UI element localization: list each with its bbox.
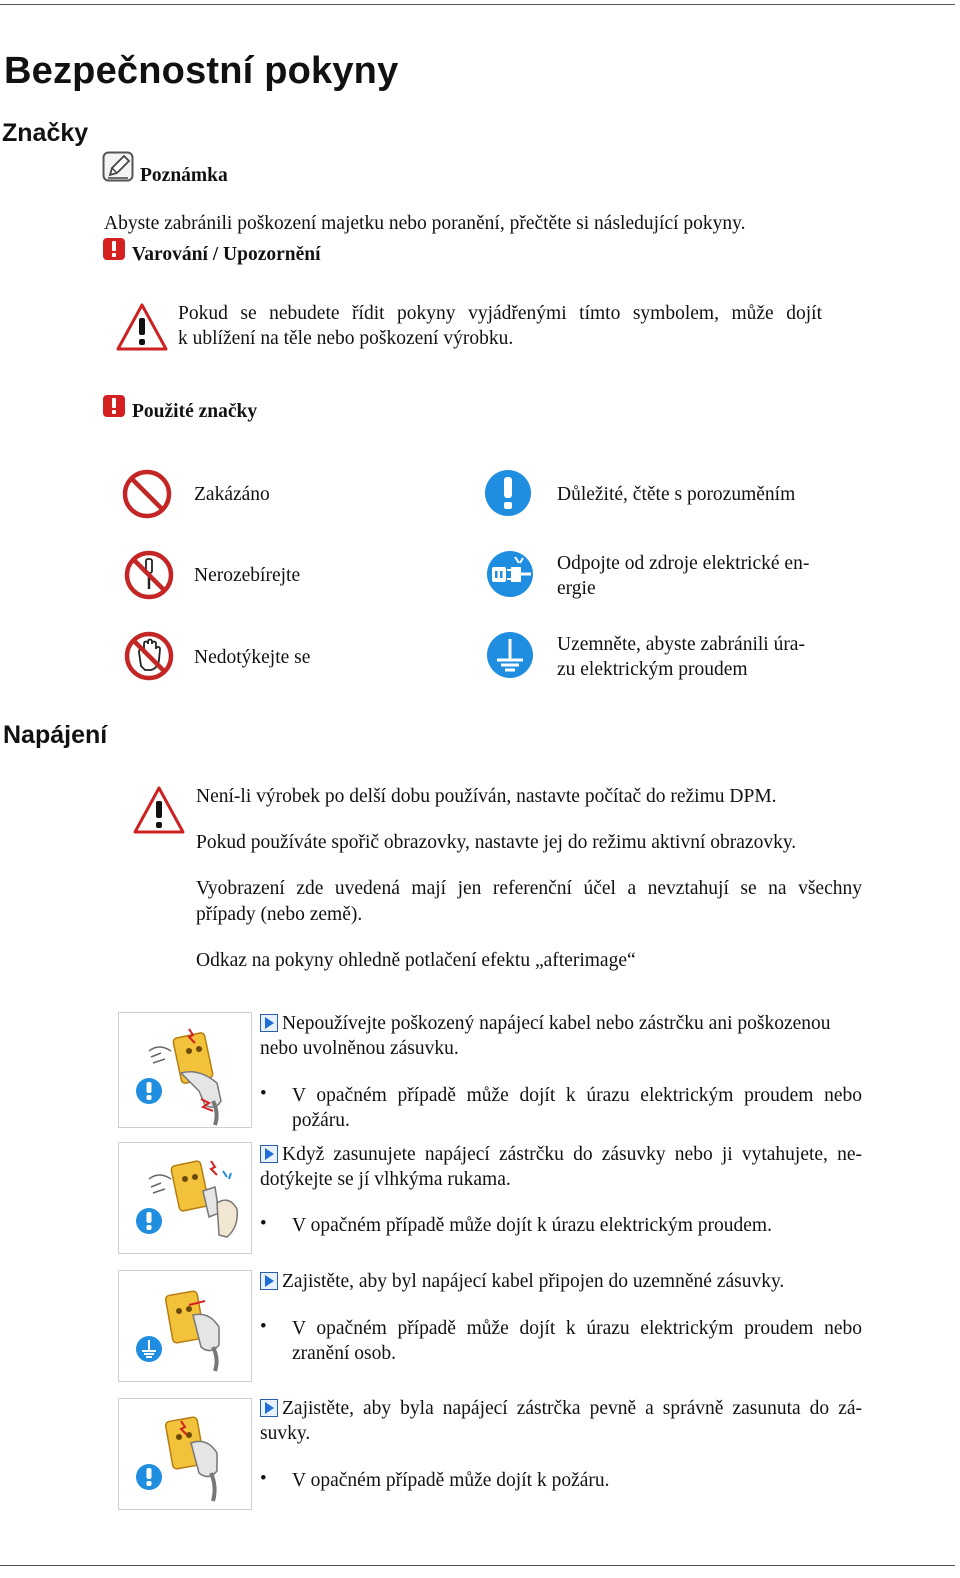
caution-triangle-icon (116, 302, 168, 352)
item-3-bullet-line2: zranění osob. (292, 1343, 396, 1364)
bullet-dot: • (260, 1468, 267, 1489)
item-1-bullet-line2: požáru. (292, 1110, 350, 1131)
note-label: Poznámka (140, 165, 228, 186)
note-icon (102, 151, 136, 183)
caution-triangle-icon (133, 785, 185, 835)
item-2-line2: dotýkejte se jí vlhkýma rukama. (260, 1169, 511, 1190)
item-4-bullet-line1: V opačném případě může dojít k požáru. (292, 1470, 610, 1491)
napajeni-note-3-line1: Vyobrazení zde uvedená mají jen referenční účel a nevztahují se na všechny (196, 878, 862, 899)
item-1-line2: nebo uvolněnou zásuvku. (260, 1038, 459, 1059)
item-2-line1: Když zasunujete napájecí zástrčku do zásuvky nebo ji vytahujete, ne- (282, 1144, 862, 1165)
warning-text-line2: k ublížení na těle nebo poškození výrobku. (178, 328, 514, 349)
illustration-wet-hands (118, 1142, 252, 1254)
section-heading-napajeni: Napájení (3, 721, 108, 749)
warning-badge-icon (102, 237, 126, 261)
symbol-label-important: Důležité, čtěte s porozuměním (557, 484, 796, 505)
illustration-grounded-outlet (118, 1270, 252, 1382)
symbol-label-unplug-line2: ergie (557, 578, 596, 599)
section-heading-znacky: Značky (2, 119, 89, 147)
bottom-rule (0, 1565, 955, 1566)
arrow-bullet-icon (260, 1399, 278, 1417)
item-3-line1: Zajistěte, aby byl napájecí kabel připojen do uzemněné zásuvky. (282, 1271, 785, 1292)
symbol-label-prohibited: Zakázáno (194, 484, 270, 505)
arrow-bullet-icon (260, 1014, 278, 1032)
bullet-dot: • (260, 1316, 267, 1337)
no-touch-icon (123, 630, 175, 682)
arrow-bullet-icon (260, 1272, 278, 1290)
item-4-line1: Zajistěte, aby byla napájecí zástrčka pevně a správně zasunuta do zá- (282, 1398, 862, 1419)
napajeni-note-2: Pokud používáte spořič obrazovky, nastavte jej do režimu aktivní obrazovky. (196, 832, 797, 853)
arrow-bullet-icon (260, 1145, 278, 1163)
symbol-label-no-disassemble: Nerozebírejte (194, 565, 301, 586)
warning-label: Varování / Upozornění (132, 244, 321, 265)
symbol-label-unplug-line1: Odpojte od zdroje elektrické en- (557, 553, 810, 574)
illustration-damaged-cable (118, 1012, 252, 1128)
napajeni-note-1: Není-li výrobek po delší dobu používán, nastavte počítač do režimu DPM. (196, 786, 777, 807)
warning-text-line1: Pokud se nebudete řídit pokyny vyjádřenými tímto symbolem, může dojít (178, 303, 822, 324)
symbol-label-no-touch: Nedotýkejte se (194, 647, 311, 668)
item-1-bullet-line1: V opačném případě může dojít k úrazu elektrickým proudem nebo (292, 1085, 862, 1106)
unplug-icon (485, 549, 535, 599)
ground-icon (485, 630, 535, 680)
symbol-label-ground-line1: Uzemněte, abyste zabránili úra- (557, 634, 805, 655)
item-4-line2: suvky. (260, 1423, 311, 1444)
illustration-plug-inserted (118, 1398, 252, 1510)
napajeni-note-3-line2: případy (nebo země). (196, 904, 363, 925)
afterimage-link[interactable]: Odkaz na pokyny ohledně potlačení efektu „afterimage“ (196, 950, 636, 971)
item-2-bullet-line1: V opačném případě může dojít k úrazu elektrickým proudem. (292, 1215, 772, 1236)
no-disassemble-icon (123, 549, 175, 601)
bullet-dot: • (260, 1083, 267, 1104)
important-icon (483, 468, 533, 518)
bullet-dot: • (260, 1213, 267, 1234)
used-symbols-badge-icon (102, 394, 126, 418)
used-symbols-label: Použité značky (132, 401, 258, 422)
page-title: Bezpečnostní pokyny (4, 50, 399, 92)
item-1-line1: Nepoužívejte poškozený napájecí kabel nebo zástrčku ani poškozenou (282, 1013, 831, 1034)
symbol-label-ground-line2: zu elektrickým proudem (557, 659, 748, 680)
item-3-bullet-line1: V opačném případě může dojít k úrazu elektrickým proudem nebo (292, 1318, 862, 1339)
prohibited-icon (121, 468, 173, 520)
top-rule (0, 4, 955, 5)
intro-text: Abyste zabránili poškození majetku nebo poranění, přečtěte si následující pokyny. (104, 213, 746, 234)
